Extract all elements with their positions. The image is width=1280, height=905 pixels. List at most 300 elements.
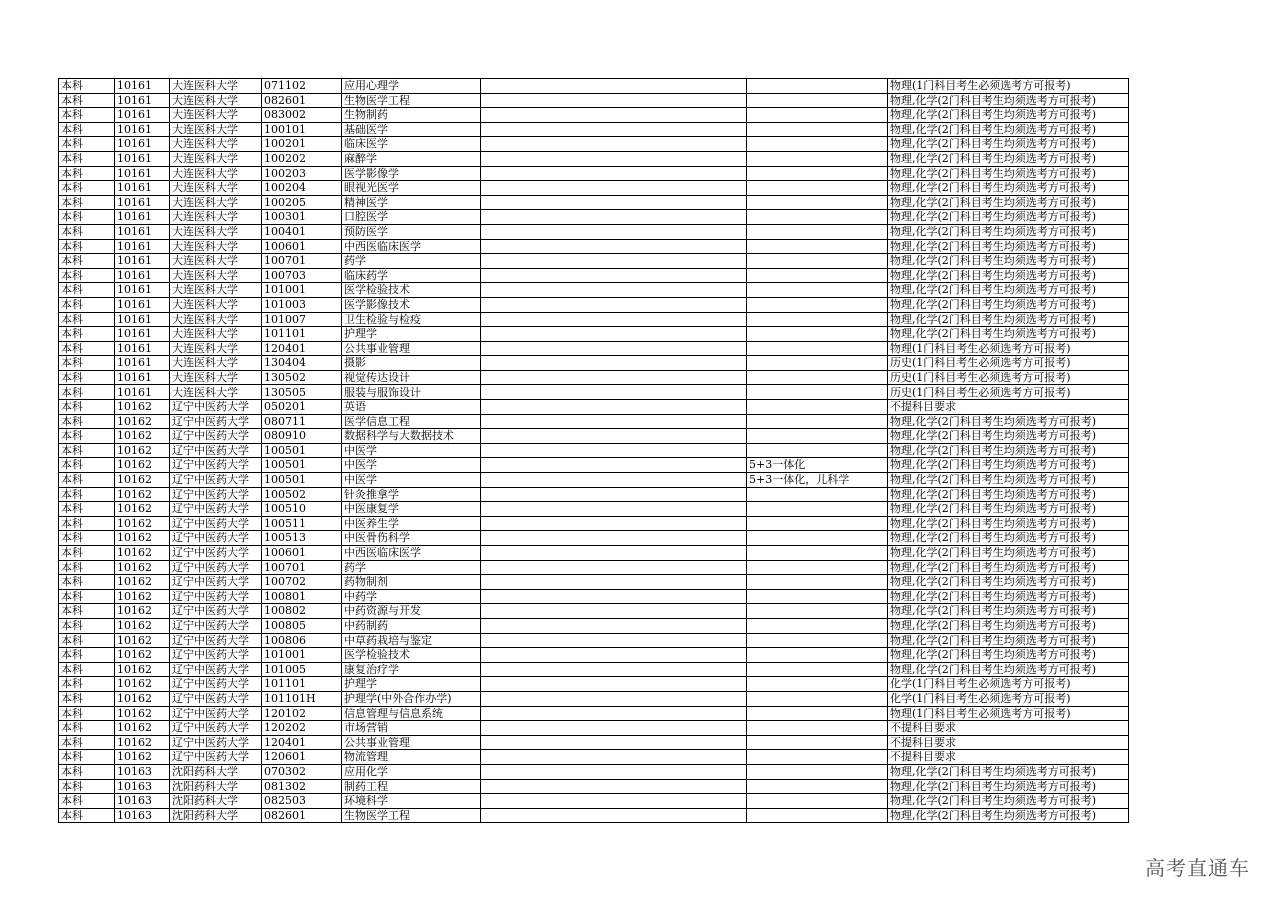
major-name-cell: 药物制剂 — [342, 575, 481, 590]
school-name-cell: 大连医科大学 — [170, 341, 262, 356]
level-cell: 本科 — [59, 633, 115, 648]
major-code-cell: 100701 — [262, 560, 342, 575]
school-code-cell: 10162 — [115, 531, 170, 546]
remark-cell — [747, 122, 888, 137]
remark-cell — [747, 516, 888, 531]
school-name-cell: 辽宁中医药大学 — [170, 589, 262, 604]
major-name-cell: 眼视光医学 — [342, 181, 481, 196]
remark-cell — [747, 779, 888, 794]
table-row — [59, 356, 1129, 371]
major-code-cell: 070302 — [262, 764, 342, 779]
subject-requirement-cell: 物理,化学(2门科目考生均须选考方可报考) — [888, 502, 1129, 517]
level-cell: 本科 — [59, 560, 115, 575]
subject-requirement-cell: 物理,化学(2门科目考生均须选考方可报考) — [888, 327, 1129, 342]
level-cell: 本科 — [59, 648, 115, 663]
table-row — [59, 370, 1129, 385]
remark-cell — [747, 195, 888, 210]
remark-cell — [747, 400, 888, 415]
level-cell: 本科 — [59, 458, 115, 473]
table-row — [59, 341, 1129, 356]
school-code-cell: 10161 — [115, 108, 170, 123]
note-cell — [481, 283, 747, 298]
subject-requirement-cell: 物理,化学(2门科目考生均须选考方可报考) — [888, 93, 1129, 108]
table-row — [59, 473, 1129, 488]
subject-requirement-cell: 物理,化学(2门科目考生均须选考方可报考) — [888, 224, 1129, 239]
note-cell — [481, 516, 747, 531]
major-code-cell: 100502 — [262, 487, 342, 502]
note-cell — [481, 356, 747, 371]
major-name-cell: 应用化学 — [342, 764, 481, 779]
school-code-cell: 10161 — [115, 254, 170, 269]
school-code-cell: 10161 — [115, 166, 170, 181]
remark-cell — [747, 487, 888, 502]
school-code-cell: 10162 — [115, 458, 170, 473]
note-cell — [481, 108, 747, 123]
major-code-cell: 100510 — [262, 502, 342, 517]
school-name-cell: 辽宁中医药大学 — [170, 677, 262, 692]
level-cell: 本科 — [59, 356, 115, 371]
remark-cell — [747, 604, 888, 619]
major-name-cell: 公共事业管理 — [342, 735, 481, 750]
major-name-cell: 护理学 — [342, 677, 481, 692]
school-name-cell: 辽宁中医药大学 — [170, 458, 262, 473]
subject-requirement-cell: 物理,化学(2门科目考生均须选考方可报考) — [888, 794, 1129, 809]
major-name-cell: 口腔医学 — [342, 210, 481, 225]
table-row — [59, 618, 1129, 633]
major-name-cell: 中药资源与开发 — [342, 604, 481, 619]
school-name-cell: 辽宁中医药大学 — [170, 750, 262, 765]
school-name-cell: 大连医科大学 — [170, 137, 262, 152]
note-cell — [481, 195, 747, 210]
table-row — [59, 487, 1129, 502]
note-cell — [481, 735, 747, 750]
school-code-cell: 10162 — [115, 429, 170, 444]
remark-cell: 5+3一体化，儿科学 — [747, 473, 888, 488]
level-cell: 本科 — [59, 370, 115, 385]
note-cell — [481, 794, 747, 809]
major-code-cell: 100802 — [262, 604, 342, 619]
remark-cell — [747, 721, 888, 736]
remark-cell — [747, 283, 888, 298]
major-code-cell: 100201 — [262, 137, 342, 152]
school-code-cell: 10162 — [115, 546, 170, 561]
note-cell — [481, 414, 747, 429]
level-cell: 本科 — [59, 764, 115, 779]
school-name-cell: 大连医科大学 — [170, 224, 262, 239]
level-cell: 本科 — [59, 443, 115, 458]
major-code-cell: 081302 — [262, 779, 342, 794]
major-name-cell: 公共事业管理 — [342, 341, 481, 356]
level-cell: 本科 — [59, 210, 115, 225]
school-code-cell: 10162 — [115, 502, 170, 517]
table-row — [59, 400, 1129, 415]
subject-requirement-cell: 化学(1门科目考生必须选考方可报考) — [888, 677, 1129, 692]
note-cell — [481, 575, 747, 590]
major-name-cell: 临床药学 — [342, 268, 481, 283]
remark-cell — [747, 560, 888, 575]
major-code-cell: 120202 — [262, 721, 342, 736]
remark-cell — [747, 618, 888, 633]
major-name-cell: 市场营销 — [342, 721, 481, 736]
note-cell — [481, 181, 747, 196]
subject-requirement-cell: 物理,化学(2门科目考生均须选考方可报考) — [888, 779, 1129, 794]
subject-requirement-cell: 物理,化学(2门科目考生均须选考方可报考) — [888, 312, 1129, 327]
level-cell: 本科 — [59, 341, 115, 356]
major-code-cell: 120401 — [262, 341, 342, 356]
school-name-cell: 辽宁中医药大学 — [170, 662, 262, 677]
school-code-cell: 10161 — [115, 122, 170, 137]
major-code-cell: 100805 — [262, 618, 342, 633]
major-name-cell: 环境科学 — [342, 794, 481, 809]
remark-cell — [747, 297, 888, 312]
level-cell: 本科 — [59, 312, 115, 327]
school-name-cell: 辽宁中医药大学 — [170, 618, 262, 633]
remark-cell — [747, 750, 888, 765]
level-cell: 本科 — [59, 604, 115, 619]
level-cell: 本科 — [59, 662, 115, 677]
subject-requirement-cell: 物理,化学(2门科目考生均须选考方可报考) — [888, 210, 1129, 225]
remark-cell — [747, 137, 888, 152]
major-code-cell: 100511 — [262, 516, 342, 531]
major-code-cell: 120102 — [262, 706, 342, 721]
level-cell: 本科 — [59, 414, 115, 429]
school-code-cell: 10162 — [115, 633, 170, 648]
table-row — [59, 429, 1129, 444]
school-name-cell: 沈阳药科大学 — [170, 764, 262, 779]
table-row — [59, 327, 1129, 342]
school-name-cell: 辽宁中医药大学 — [170, 487, 262, 502]
major-code-cell: 100301 — [262, 210, 342, 225]
school-code-cell: 10162 — [115, 560, 170, 575]
major-code-cell: 100501 — [262, 443, 342, 458]
table-row — [59, 151, 1129, 166]
major-code-cell: 120401 — [262, 735, 342, 750]
table-row — [59, 181, 1129, 196]
subject-requirement-cell: 物理,化学(2门科目考生均须选考方可报考) — [888, 764, 1129, 779]
subject-requirement-cell: 物理,化学(2门科目考生均须选考方可报考) — [888, 137, 1129, 152]
subject-requirement-cell: 物理,化学(2门科目考生均须选考方可报考) — [888, 151, 1129, 166]
remark-cell — [747, 677, 888, 692]
school-name-cell: 沈阳药科大学 — [170, 779, 262, 794]
table-row — [59, 589, 1129, 604]
school-name-cell: 大连医科大学 — [170, 210, 262, 225]
subject-requirement-cell: 物理,化学(2门科目考生均须选考方可报考) — [888, 108, 1129, 123]
note-cell — [481, 662, 747, 677]
level-cell: 本科 — [59, 721, 115, 736]
major-code-cell: 100601 — [262, 546, 342, 561]
school-name-cell: 辽宁中医药大学 — [170, 502, 262, 517]
remark-cell — [747, 648, 888, 663]
note-cell — [481, 618, 747, 633]
note-cell — [481, 443, 747, 458]
remark-cell — [747, 662, 888, 677]
major-name-cell: 中医康复学 — [342, 502, 481, 517]
level-cell: 本科 — [59, 195, 115, 210]
table-row — [59, 750, 1129, 765]
table-row — [59, 633, 1129, 648]
remark-cell: 5+3一体化 — [747, 458, 888, 473]
remark-cell — [747, 531, 888, 546]
table-row — [59, 268, 1129, 283]
school-code-cell: 10162 — [115, 677, 170, 692]
level-cell: 本科 — [59, 487, 115, 502]
major-name-cell: 生物制药 — [342, 108, 481, 123]
level-cell: 本科 — [59, 239, 115, 254]
note-cell — [481, 560, 747, 575]
school-code-cell: 10162 — [115, 721, 170, 736]
school-code-cell: 10162 — [115, 473, 170, 488]
table-row — [59, 108, 1129, 123]
major-name-cell: 信息管理与信息系统 — [342, 706, 481, 721]
school-name-cell: 辽宁中医药大学 — [170, 691, 262, 706]
note-cell — [481, 604, 747, 619]
school-name-cell: 辽宁中医药大学 — [170, 516, 262, 531]
table-row — [59, 458, 1129, 473]
level-cell: 本科 — [59, 254, 115, 269]
table-row — [59, 735, 1129, 750]
school-code-cell: 10162 — [115, 487, 170, 502]
major-code-cell: 080910 — [262, 429, 342, 444]
level-cell: 本科 — [59, 575, 115, 590]
remark-cell — [747, 356, 888, 371]
major-name-cell: 医学检验技术 — [342, 648, 481, 663]
subject-requirement-cell: 物理,化学(2门科目考生均须选考方可报考) — [888, 283, 1129, 298]
major-name-cell: 中药制药 — [342, 618, 481, 633]
school-code-cell: 10161 — [115, 356, 170, 371]
level-cell: 本科 — [59, 618, 115, 633]
subject-requirement-cell: 物理,化学(2门科目考生均须选考方可报考) — [888, 618, 1129, 633]
level-cell: 本科 — [59, 122, 115, 137]
table-row — [59, 794, 1129, 809]
major-name-cell: 医学检验技术 — [342, 283, 481, 298]
school-name-cell: 大连医科大学 — [170, 356, 262, 371]
subject-requirement-cell: 物理,化学(2门科目考生均须选考方可报考) — [888, 633, 1129, 648]
note-cell — [481, 385, 747, 400]
major-code-cell: 100101 — [262, 122, 342, 137]
table-row — [59, 93, 1129, 108]
table-row — [59, 166, 1129, 181]
major-code-cell: 100806 — [262, 633, 342, 648]
major-code-cell: 071102 — [262, 79, 342, 94]
remark-cell — [747, 210, 888, 225]
level-cell: 本科 — [59, 677, 115, 692]
subject-requirement-cell: 物理,化学(2门科目考生均须选考方可报考) — [888, 648, 1129, 663]
table-row — [59, 210, 1129, 225]
remark-cell — [747, 502, 888, 517]
note-cell — [481, 400, 747, 415]
school-name-cell: 大连医科大学 — [170, 312, 262, 327]
school-name-cell: 大连医科大学 — [170, 327, 262, 342]
school-name-cell: 大连医科大学 — [170, 297, 262, 312]
note-cell — [481, 779, 747, 794]
remark-cell — [747, 808, 888, 823]
school-name-cell: 辽宁中医药大学 — [170, 473, 262, 488]
major-code-cell: 100204 — [262, 181, 342, 196]
major-name-cell: 数据科学与大数据技术 — [342, 429, 481, 444]
school-name-cell: 辽宁中医药大学 — [170, 546, 262, 561]
note-cell — [481, 589, 747, 604]
major-name-cell: 中医养生学 — [342, 516, 481, 531]
remark-cell — [747, 181, 888, 196]
school-name-cell: 大连医科大学 — [170, 195, 262, 210]
major-name-cell: 生物医学工程 — [342, 808, 481, 823]
table-row — [59, 312, 1129, 327]
school-code-cell: 10163 — [115, 808, 170, 823]
major-code-cell: 100501 — [262, 458, 342, 473]
major-name-cell: 服装与服饰设计 — [342, 385, 481, 400]
note-cell — [481, 166, 747, 181]
major-code-cell: 082601 — [262, 808, 342, 823]
note-cell — [481, 122, 747, 137]
school-name-cell: 大连医科大学 — [170, 79, 262, 94]
note-cell — [481, 239, 747, 254]
school-name-cell: 大连医科大学 — [170, 93, 262, 108]
subject-requirement-cell: 物理,化学(2门科目考生均须选考方可报考) — [888, 604, 1129, 619]
table-row — [59, 195, 1129, 210]
school-code-cell: 10162 — [115, 414, 170, 429]
major-name-cell: 生物医学工程 — [342, 93, 481, 108]
note-cell — [481, 327, 747, 342]
school-name-cell: 辽宁中医药大学 — [170, 648, 262, 663]
major-code-cell: 100401 — [262, 224, 342, 239]
table-row — [59, 721, 1129, 736]
major-name-cell: 中草药栽培与鉴定 — [342, 633, 481, 648]
school-code-cell: 10162 — [115, 575, 170, 590]
level-cell: 本科 — [59, 137, 115, 152]
remark-cell — [747, 151, 888, 166]
note-cell — [481, 429, 747, 444]
school-code-cell: 10162 — [115, 662, 170, 677]
note-cell — [481, 502, 747, 517]
remark-cell — [747, 429, 888, 444]
school-name-cell: 大连医科大学 — [170, 370, 262, 385]
table-row — [59, 79, 1129, 94]
remark-cell — [747, 312, 888, 327]
table-row — [59, 443, 1129, 458]
major-name-cell: 中医学 — [342, 473, 481, 488]
level-cell: 本科 — [59, 691, 115, 706]
school-name-cell: 大连医科大学 — [170, 268, 262, 283]
school-code-cell: 10161 — [115, 210, 170, 225]
table-row — [59, 706, 1129, 721]
school-code-cell: 10162 — [115, 691, 170, 706]
level-cell: 本科 — [59, 502, 115, 517]
major-name-cell: 应用心理学 — [342, 79, 481, 94]
subject-requirement-cell: 物理,化学(2门科目考生均须选考方可报考) — [888, 662, 1129, 677]
remark-cell — [747, 254, 888, 269]
school-code-cell: 10161 — [115, 370, 170, 385]
major-code-cell: 101007 — [262, 312, 342, 327]
table-row — [59, 297, 1129, 312]
subject-requirement-cell: 物理,化学(2门科目考生均须选考方可报考) — [888, 181, 1129, 196]
school-name-cell: 辽宁中医药大学 — [170, 604, 262, 619]
remark-cell — [747, 239, 888, 254]
table-row — [59, 224, 1129, 239]
subject-requirement-cell: 历史(1门科目考生必须选考方可报考) — [888, 356, 1129, 371]
major-name-cell: 物流管理 — [342, 750, 481, 765]
subject-requirement-cell: 物理(1门科目考生必须选考方可报考) — [888, 706, 1129, 721]
major-code-cell: 100703 — [262, 268, 342, 283]
table-row — [59, 604, 1129, 619]
level-cell: 本科 — [59, 166, 115, 181]
note-cell — [481, 370, 747, 385]
table-row — [59, 122, 1129, 137]
major-name-cell: 护理学 — [342, 327, 481, 342]
major-name-cell: 精神医学 — [342, 195, 481, 210]
subject-requirement-cell: 物理,化学(2门科目考生均须选考方可报考) — [888, 268, 1129, 283]
school-code-cell: 10163 — [115, 794, 170, 809]
table-row — [59, 764, 1129, 779]
table-row — [59, 414, 1129, 429]
level-cell: 本科 — [59, 79, 115, 94]
note-cell — [481, 648, 747, 663]
major-code-cell: 100205 — [262, 195, 342, 210]
remark-cell — [747, 691, 888, 706]
level-cell: 本科 — [59, 808, 115, 823]
table-row — [59, 283, 1129, 298]
subject-requirement-cell: 物理,化学(2门科目考生均须选考方可报考) — [888, 429, 1129, 444]
major-name-cell: 制药工程 — [342, 779, 481, 794]
table-row — [59, 531, 1129, 546]
table-row — [59, 546, 1129, 561]
school-name-cell: 辽宁中医药大学 — [170, 575, 262, 590]
major-code-cell: 130404 — [262, 356, 342, 371]
school-name-cell: 辽宁中医药大学 — [170, 443, 262, 458]
subject-requirement-cell: 物理,化学(2门科目考生均须选考方可报考) — [888, 589, 1129, 604]
major-name-cell: 药学 — [342, 254, 481, 269]
major-code-cell: 101001 — [262, 283, 342, 298]
school-code-cell: 10162 — [115, 604, 170, 619]
school-name-cell: 辽宁中医药大学 — [170, 560, 262, 575]
subject-requirement-cell: 物理,化学(2门科目考生均须选考方可报考) — [888, 531, 1129, 546]
note-cell — [481, 808, 747, 823]
major-code-cell: 083002 — [262, 108, 342, 123]
note-cell — [481, 93, 747, 108]
major-code-cell: 130502 — [262, 370, 342, 385]
table-row — [59, 560, 1129, 575]
table-row — [59, 385, 1129, 400]
school-code-cell: 10161 — [115, 297, 170, 312]
school-code-cell: 10162 — [115, 589, 170, 604]
remark-cell — [747, 706, 888, 721]
major-name-cell: 护理学(中外合作办学) — [342, 691, 481, 706]
subject-requirement-cell: 物理(1门科目考生必须选考方可报考) — [888, 79, 1129, 94]
major-code-cell: 100513 — [262, 531, 342, 546]
school-code-cell: 10162 — [115, 400, 170, 415]
school-code-cell: 10162 — [115, 735, 170, 750]
school-code-cell: 10161 — [115, 327, 170, 342]
major-code-cell: 082601 — [262, 93, 342, 108]
note-cell — [481, 764, 747, 779]
subject-requirement-cell: 物理,化学(2门科目考生均须选考方可报考) — [888, 458, 1129, 473]
school-name-cell: 沈阳药科大学 — [170, 808, 262, 823]
school-name-cell: 辽宁中医药大学 — [170, 706, 262, 721]
major-code-cell: 101101H — [262, 691, 342, 706]
note-cell — [481, 341, 747, 356]
school-code-cell: 10161 — [115, 283, 170, 298]
level-cell: 本科 — [59, 400, 115, 415]
subject-requirement-cell: 不提科目要求 — [888, 400, 1129, 415]
major-name-cell: 中医学 — [342, 443, 481, 458]
subject-requirement-cell: 物理,化学(2门科目考生均须选考方可报考) — [888, 414, 1129, 429]
major-name-cell: 中医学 — [342, 458, 481, 473]
major-code-cell: 100701 — [262, 254, 342, 269]
school-code-cell: 10161 — [115, 79, 170, 94]
remark-cell — [747, 443, 888, 458]
level-cell: 本科 — [59, 750, 115, 765]
level-cell: 本科 — [59, 735, 115, 750]
note-cell — [481, 79, 747, 94]
